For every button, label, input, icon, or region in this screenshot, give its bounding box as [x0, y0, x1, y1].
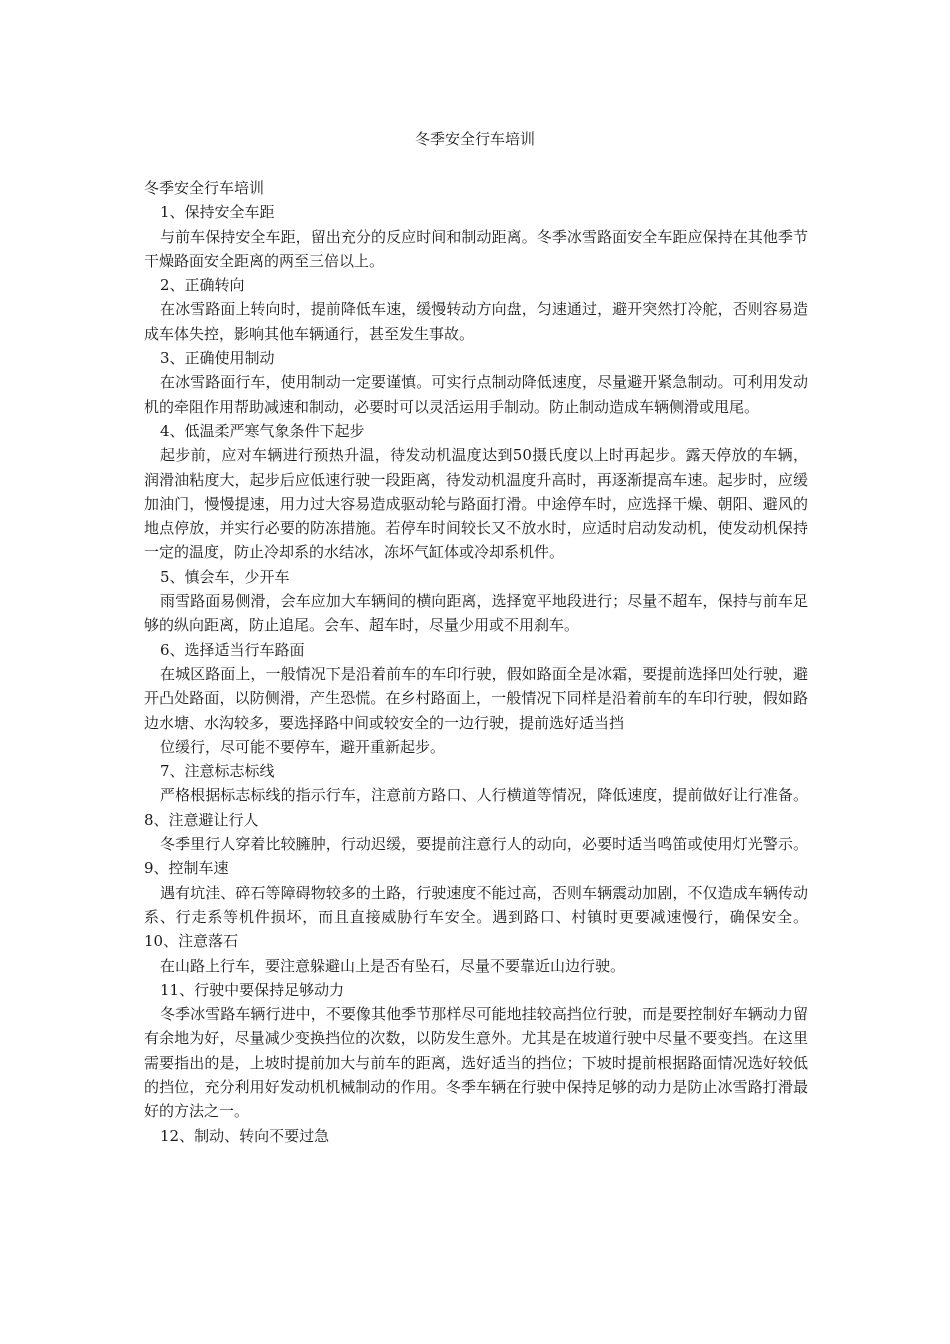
section-heading: 11、行驶中要保持足够动力: [160, 980, 345, 999]
paragraph: 严格根据标志标线的指示行车，注意前方路口、人行横道等情况，降低速度，提前做好让行准备。 8、注意避让行人: [144, 786, 808, 829]
section-heading: 3、正确使用制动: [160, 349, 275, 368]
document-title: 冬季安全行车培训: [414, 130, 535, 148]
section-heading: 6、选择适当行车路面: [160, 640, 305, 659]
paragraph: 在山路上行车，要注意躲避山上是否有坠石，尽量不要靠近山边行驶。: [160, 956, 626, 975]
paragraph: 起步前，应对车辆进行预热升温，待发动机温度达到50摄氏度以上时再起步。露天停放的车辆，润滑油粘度大，起步后应低速行驶一段距离，待发动机温度升高时，再逐渐提高车速。起步时，应缓加油门，慢慢提速，用力过大容易造成驱动轮与路面打滑。中途停车时，应选择干燥、朝阳、避风的地点停放，并实行必要的防冻措施。若停车时间较长又不放水时，应适时启动发动机，使发动机保持一定的温度，防止冷却系的水结冰，冻坏气缸体或冷却系机件。: [144, 446, 808, 562]
document-body: [144, 176, 808, 1148]
section-heading: 1、保持安全车距: [160, 203, 275, 222]
section-heading: 2、正确转向: [160, 276, 245, 295]
body-subtitle: 冬季安全行车培训: [144, 179, 265, 197]
paragraph: 冬季冰雪路车辆行进中，不要像其他季节那样尽可能地挂较高挡位行驶，而是要控制好车辆动力留有余地为好，尽量减少变换挡位的次数，以防发生意外。尤其是在坡道行驶中尽量不要变挡。在这里需要指出的是，上坡时提前加大与前车的距离，选好适当的挡位；下坡时提前根据路面情况选好较低的挡位，充分利用好发动机机械制动的作用。冬季车辆在行驶中保持足够的动力是防止冰雪路打滑最好的方法之一。: [144, 1005, 808, 1121]
paragraph: 在冰雪路面行车，使用制动一定要谨慎。可实行点制动降低速度，尽量避开紧急制动。可利用发动机的牵阻作用帮助减速和制动，必要时可以灵活运用手制动。防止制动造成车辆侧滑或甩尾。: [144, 373, 808, 416]
paragraph: 遇有坑洼、碎石等障碍物较多的土路，行驶速度不能过高，否则车辆震动加剧，不仅造成车辆传动系、行走系等机件损坏，而且直接威胁行车安全。遇到路口、村镇时更要减速慢行，确保安全。 10、注意落石: [144, 883, 808, 951]
section-heading: 7、注意标志标线: [160, 762, 275, 781]
paragraph: 在冰雪路面上转向时，提前降低车速，缓慢转动方向盘，匀速通过，避开突然打冷舵，否则容易造成车体失控，影响其他车辆通行，甚至发生事故。: [144, 300, 808, 343]
paragraph: 冬季里行人穿着比较臃肿，行动迟缓，要提前注意行人的动向，必要时适当鸣笛或使用灯光警示。 9、控制车速: [144, 835, 808, 878]
paragraph: 位缓行，尽可能不要停车，避开重新起步。: [160, 737, 446, 756]
section-heading: 12、制动、转向不要过急: [160, 1126, 330, 1145]
section-heading: 4、低温柔严寒气象条件下起步: [160, 421, 365, 440]
paragraph: 在城区路面上，一般情况下是沿着前车的车印行驶，假如路面全是冰霜，要提前选择凹处行驶，避开凸处路面，以防侧滑，产生恐慌。在乡村路面上，一般情况下同样是沿着前车的车印行驶，假如路边水塘、水沟较多，要选择路中间或较安全的一边行驶，提前选好适当挡: [144, 664, 808, 732]
paragraph: 雨雪路面易侧滑，会车应加大车辆间的横向距离，选择宽平地段进行；尽量不超车，保持与前车足够的纵向距离，防止追尾。会车、超车时，尽量少用或不用刹车。: [144, 592, 808, 635]
paragraph: 与前车保持安全车距，留出充分的反应时间和制动距离。冬季冰雪路面安全车距应保持在其他季节干燥路面安全距离的两至三倍以上。: [144, 227, 808, 270]
section-heading: 5、慎会车，少开车: [160, 567, 290, 586]
